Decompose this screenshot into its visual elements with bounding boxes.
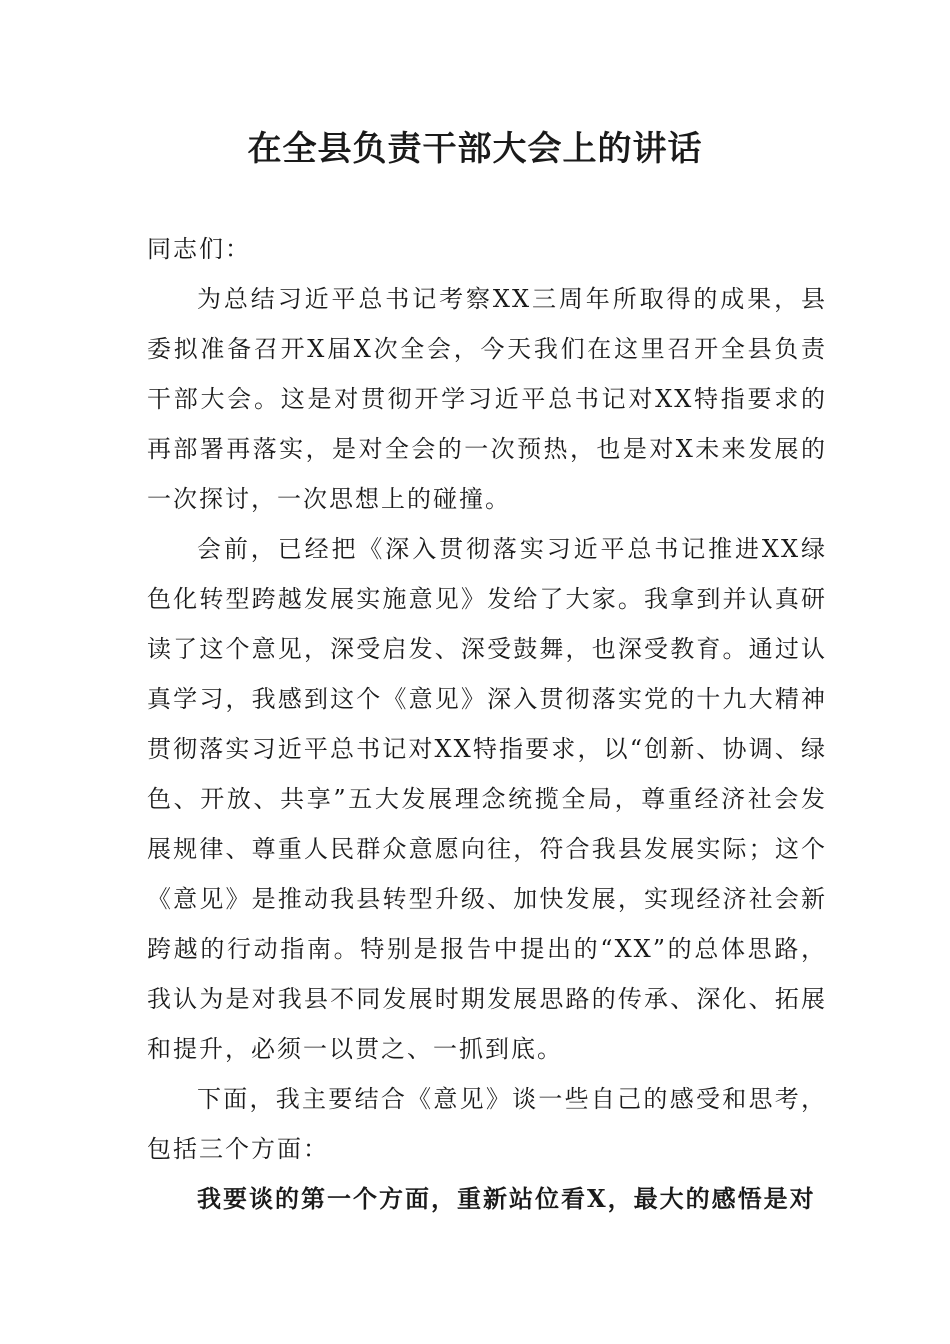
salutation: 同志们： (147, 235, 251, 263)
document-body (147, 224, 827, 1224)
document-title: 在全县负责干部大会上的讲话 (247, 129, 703, 169)
paragraph-1: 为总结习近平总书记考察XX三周年所取得的成果，县委拟准备召开X届X次全会，今天我们在这里召开全县负责干部大会。这是对贯彻开学习近平总书记对XX特指要求的再部署再落实，是对全会的一次预热，也是对X未来发展的一次探讨，一次思想上的碰撞。 (147, 285, 827, 513)
paragraph-3: 下面，我主要结合《意见》谈一些自己的感受和思考，包括三个方面： (147, 1085, 827, 1163)
paragraph-2: 会前，已经把《深入贯彻落实习近平总书记推进XX绿色化转型跨越发展实施意见》发给了大家。我拿到并认真研读了这个意见，深受启发、深受鼓舞，也深受教育。通过认真学习，我感到这个《意见》深入贯彻落实党的十九大精神贯彻落实习近平总书记对XX特指要求，以“创新、协调、绿色、开放、共享”五大发展理念统揽全局，尊重经济社会发展规律、尊重人民群众意愿向往，符合我县发展实际；这个《意见》是推动我县转型升级、加快发展，实现经济社会新跨越的行动指南。特别是报告中提出的“XX”的总体思路，我认为是对我县不同发展时期发展思路的传承、深化、拓展和提升，必须一以贯之、一抓到底。 (147, 535, 827, 1063)
section-heading: 我要谈的第一个方面，重新站位看X，最大的感悟是对 (197, 1184, 816, 1213)
